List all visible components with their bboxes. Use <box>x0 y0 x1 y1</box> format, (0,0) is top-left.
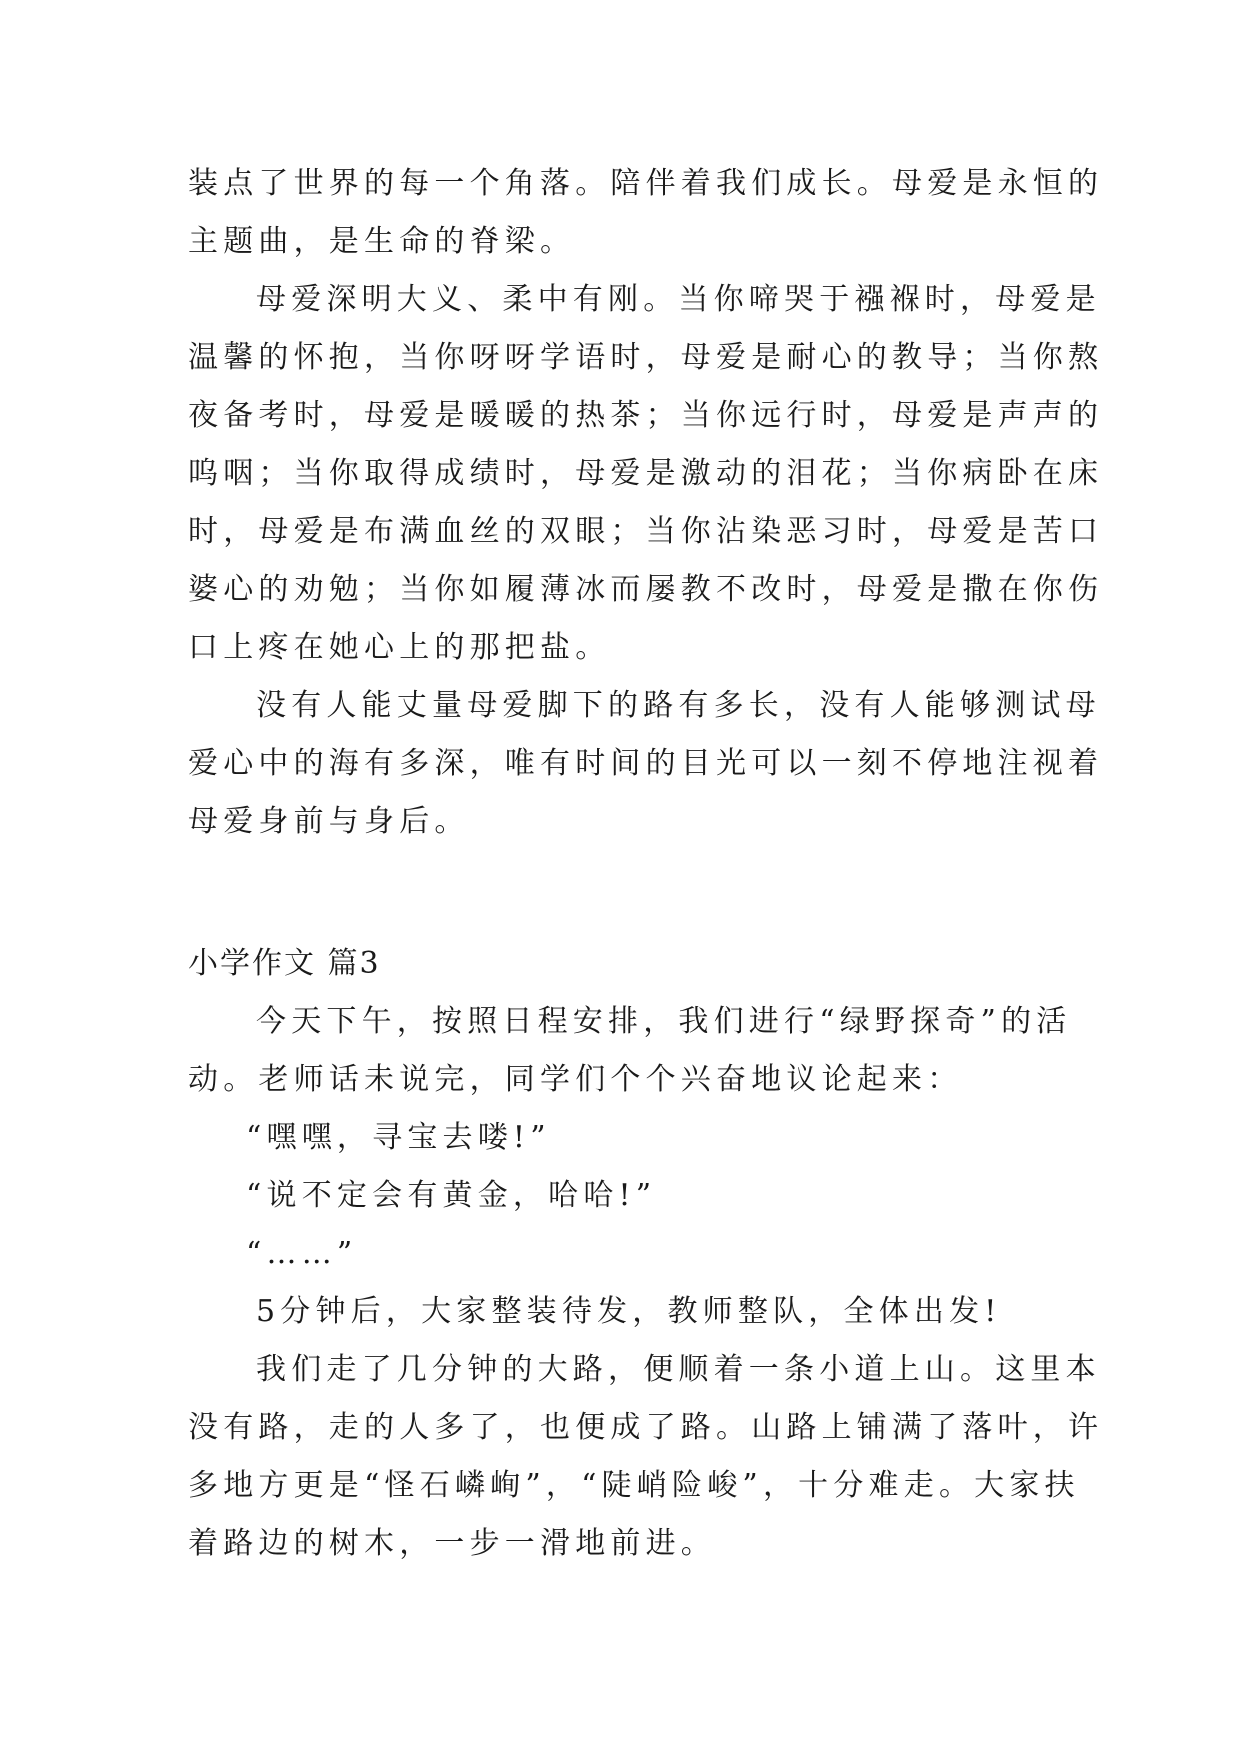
paragraph-line: 我们走了几分钟的大路，便顺着一条小道上山。这里本 <box>256 1352 1101 1387</box>
dialogue-line: “说不定会有黄金，哈哈!” <box>246 1178 657 1213</box>
paragraph-line: 多地方更是“怪石嶙峋”，“陡峭险峻”，十分难走。大家扶 <box>188 1468 1080 1503</box>
paragraph-line: 装点了世界的每一个角落。陪伴着我们成长。母爱是永恒的 <box>188 166 1104 201</box>
dialogue-line: “嘿嘿，寻宝去喽!” <box>246 1120 551 1155</box>
dialogue-line: “……” <box>246 1236 358 1271</box>
paragraph-line: 今天下午，按照日程安排，我们进行“绿野探奇”的活 <box>256 1004 1072 1039</box>
article-heading: 小学作文 篇3 <box>188 946 381 981</box>
paragraph-line: 温馨的怀抱，当你呀呀学语时，母爱是耐心的教导；当你熬 <box>188 340 1104 375</box>
paragraph-line: 口上疼在她心上的那把盐。 <box>188 630 611 665</box>
paragraph-line: 着路边的树木，一步一滑地前进。 <box>188 1526 716 1561</box>
paragraph-line: 5分钟后，大家整装待发，教师整队，全体出发! <box>256 1294 1002 1329</box>
document-body <box>188 155 1104 1573</box>
paragraph-line: 没有人能丈量母爱脚下的路有多长，没有人能够测试母 <box>256 688 1101 723</box>
section-gap <box>188 851 1058 935</box>
paragraph-line: 婆心的劝勉；当你如履薄冰而屡教不改时，母爱是撒在你伤 <box>188 572 1104 607</box>
paragraph-line: 没有路，走的人多了，也便成了路。山路上铺满了落叶，许 <box>188 1410 1104 1445</box>
paragraph-line: 夜备考时，母爱是暖暖的热茶；当你远行时，母爱是声声的 <box>188 398 1104 433</box>
paragraph-line: 动。老师话未说完，同学们个个兴奋地议论起来： <box>188 1062 963 1097</box>
paragraph-line: 时，母爱是布满血丝的双眼；当你沾染恶习时，母爱是苦口 <box>188 514 1104 549</box>
paragraph-line: 爱心中的海有多深，唯有时间的目光可以一刻不停地注视着 <box>188 746 1104 781</box>
paragraph-line: 母爱深明大义、柔中有刚。当你啼哭于襁褓时，母爱是 <box>256 282 1101 317</box>
paragraph-line: 母爱身前与身后。 <box>188 804 470 839</box>
paragraph-line: 呜咽；当你取得成绩时，母爱是激动的泪花；当你病卧在床 <box>188 456 1104 491</box>
paragraph-line: 主题曲，是生命的脊梁。 <box>188 224 576 259</box>
